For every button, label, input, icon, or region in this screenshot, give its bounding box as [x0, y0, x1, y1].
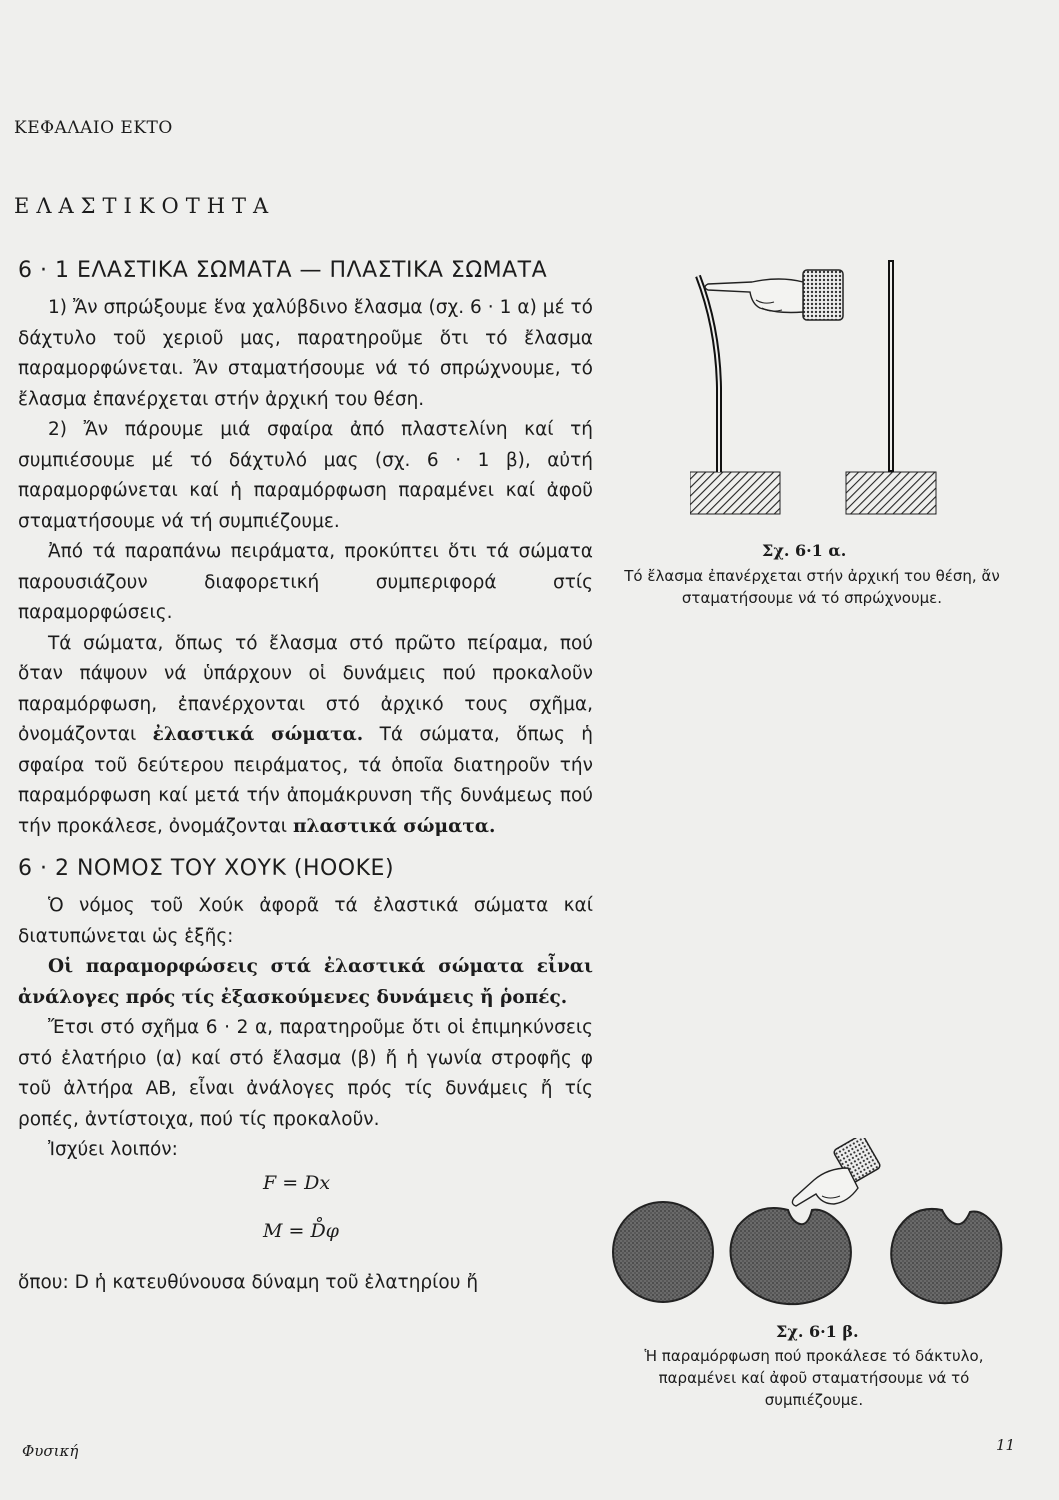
- hooke-law-statement: Οἱ παραμορφώσεις στά ἐλαστικά σώματα εἶναι ἀνάλογες πρός τίς ἐξασκούμενες δυνάμεις ἤ ῥοπές.: [18, 956, 593, 1008]
- paragraph-conclusion: Ἀπό τά παραπάνω πειράματα, προκύπτει ὅτι τά σώματα παρουσιάζουν διαφορετική συμπεριφορά στίς παραμορφώσεις.: [18, 541, 593, 623]
- formula-force: F = Dx: [263, 1171, 331, 1194]
- main-text-column: [18, 258, 593, 1298]
- definition-plastic-text: Τά σώματα, ὅπως ἡ σφαίρα τοῦ δεύτερου πειράματος, τά ὁποῖα διατηροῦν τήν παραμόρφωση καί μετά τήν ἀπομάκρυνση τῆς δυνάμεως πού τήν προκάλεσε, ὀνομάζονται: [18, 724, 594, 837]
- ball-intact: [613, 1202, 713, 1302]
- formula-moment: M = D̊φ: [263, 1219, 339, 1242]
- figure-2-label: Σχ. 6·1 β.: [776, 1322, 859, 1341]
- base-left: [690, 472, 780, 514]
- ball-dented: [891, 1209, 1001, 1303]
- definition-elastic-text: Τά σώματα, ὅπως τό ἔλασμα στό πρῶτο πείραμα, πού ὅταν πάψουν νά ὑπάρχουν οἱ δυνάμεις πού προκαλοῦν παραμόρφωση, ἐπανέρχονται στό ἀρχικό τους σχῆμα, ὀνομάζονται: [18, 632, 593, 745]
- paragraph-hooke-example: Ἔτσι στό σχῆμα 6 · 2 α, παρατηροῦμε ὅτι οἱ ἐπιμηκύνσεις στό ἐλατήριο (α) καί στό ἔλασμα (β) ἤ ἡ γωνία στροφῆς φ τοῦ ἀλτήρα ΑΒ, εἶναι ἀνάλογες πρός τίς δυνάμεις ἤ τίς ροπές, ἀντίστοιχα, πού τίς προκαλοῦν.: [18, 1017, 593, 1130]
- ball-pressed: [731, 1208, 851, 1304]
- footer-book-title: Φυσική: [22, 1442, 79, 1460]
- figure-plastic-ball: [608, 1138, 1013, 1318]
- page-number: 11: [996, 1436, 1016, 1454]
- term-elastic-bodies: ἐλαστικά σώματα.: [152, 724, 364, 745]
- chapter-title: ΕΛΑΣΤΙΚΟΤΗΤΑ: [14, 194, 276, 218]
- paragraph-definitions: [18, 629, 593, 843]
- paragraph-experiment-1: 1) Ἄν σπρώξουμε ἕνα χαλύβδινο ἔλασμα (σχ. 6 · 1 α) μέ τό δάχτυλο τοῦ χεριοῦ μας, παρατηροῦμε ὅτι τό ἔλασμα παραμορφώνεται. Ἄν σταματήσουμε νά τό σπρώχνουμε, τό ἔλασμα ἐπανέρχεται στήν ἀρχική του θέση.: [18, 297, 593, 410]
- figure-2-caption: Ἡ παραμόρφωση πού προκάλεσε τό δάκτυλο, παραμένει καί ἀφοῦ σταματήσουμε νά τό συμπιέζουμε.: [644, 1347, 984, 1409]
- paragraph-experiment-2: 2) Ἄν πάρουμε μιά σφαίρα ἀπό πλαστελίνη καί τή συμπιέσουμε μέ τό δάχτυλό μας (σχ. 6 · 1 β), αὐτή παραμορφώνεται καί ἡ παραμόρφωση παραμένει καί ἀφοῦ σταματήσουμε νά τή συμπιέζουμε.: [18, 419, 593, 532]
- section-heading-2: 6 · 2 ΝΟΜΟΣ ΤΟΥ ΧΟΥΚ (HOOKE): [18, 856, 395, 881]
- term-plastic-bodies: πλαστικά σώματα.: [292, 815, 496, 837]
- figure-1-label: Σχ. 6·1 α.: [762, 541, 847, 560]
- figure-elastic-strip: [690, 258, 940, 518]
- section-heading-1: 6 · 1 ΕΛΑΣΤΙΚΑ ΣΩΜΑΤΑ — ΠΛΑΣΤΙΚΑ ΣΩΜΑΤΑ: [18, 258, 548, 283]
- paragraph-where: ὅπου: D ἡ κατευθύνουσα δύναμη τοῦ ἐλατηρίου ἤ: [18, 1271, 479, 1293]
- chapter-label: ΚΕΦΑΛΑΙΟ ΕΚΤΟ: [14, 118, 173, 138]
- hand-icon: [792, 1138, 881, 1206]
- base-right: [846, 472, 936, 514]
- figure-1-caption: Τό ἔλασμα ἐπανέρχεται στήν ἀρχική του θέση, ἄν σταματήσουμε νά τό σπρώχνουμε.: [624, 567, 1000, 607]
- paragraph-therefore: Ἰσχύει λοιπόν:: [48, 1139, 178, 1160]
- hand-icon: [705, 270, 843, 320]
- paragraph-hooke-intro: Ὁ νόμος τοῦ Χούκ ἀφορᾶ τά ἐλαστικά σώματα καί διατυπώνεται ὡς ἑξῆς:: [18, 895, 593, 947]
